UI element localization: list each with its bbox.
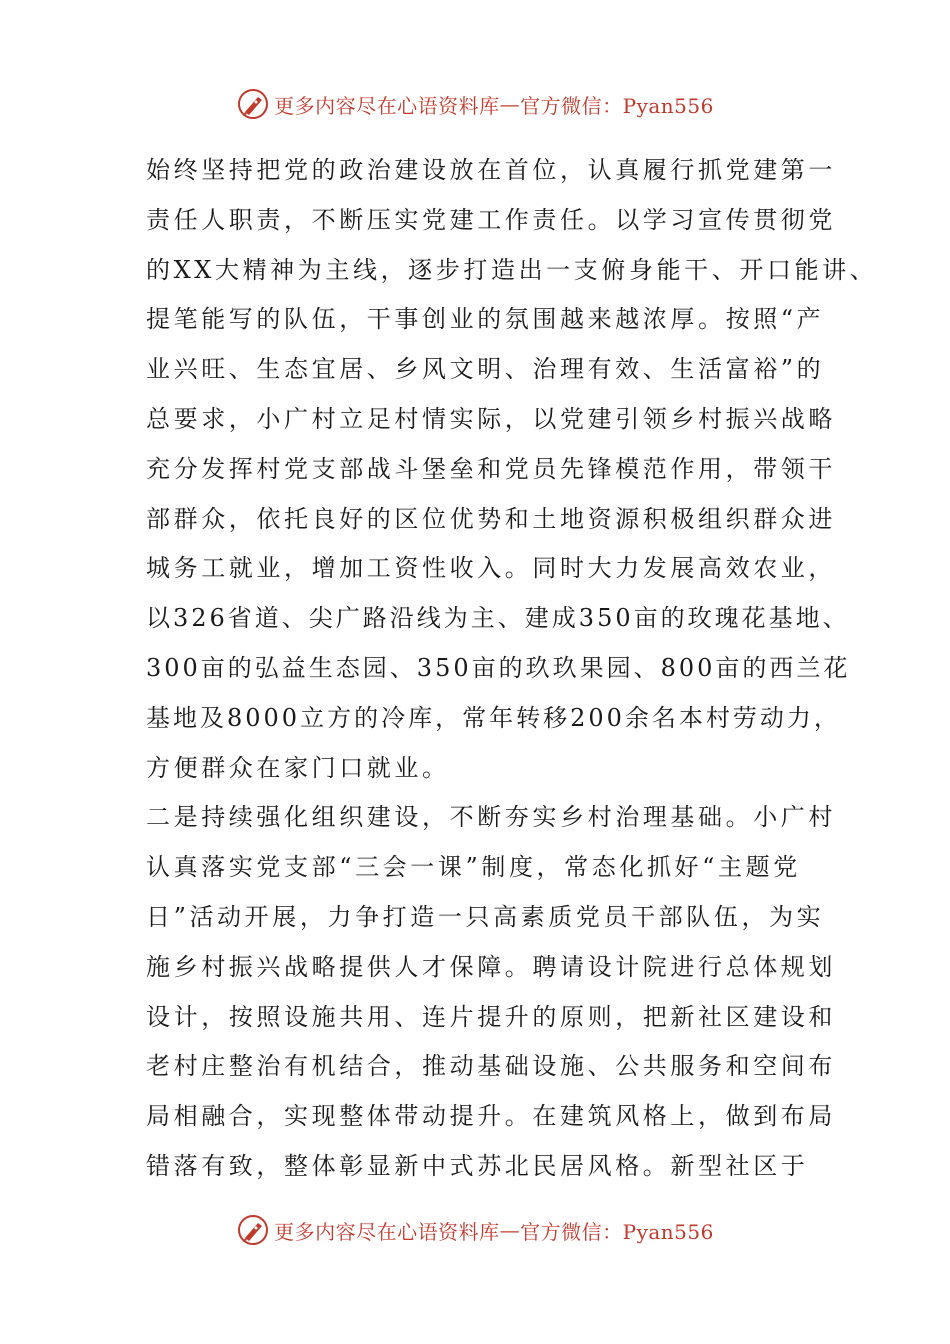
body-line: 300亩的弘益生态园、350亩的玖玖果园、800亩的西兰花 — [146, 653, 851, 682]
watermark-dash: — — [499, 1218, 521, 1242]
pen-nib-logo-icon — [236, 1213, 270, 1247]
body-line: 错落有致，整体彰显新中式苏北民居风格。新型社区于 — [146, 1151, 809, 1180]
body-line: 以326省道、尖广路沿线为主、建成350亩的玫瑰花基地、 — [146, 604, 850, 633]
watermark-site-text: 更多内容尽在心语资料库 — [274, 1219, 500, 1244]
body-line: 设计，按照设施共用、连片提升的原则，把新社区建设和 — [146, 1002, 836, 1031]
watermark-dash: — — [499, 92, 521, 116]
body-line: 局相融合，实现整体带动提升。在建筑风格上，做到布局 — [146, 1102, 836, 1131]
body-line: 日”活动开展，力争打造一只高素质党员干部队伍，为实 — [146, 902, 825, 931]
body-line: 的XX大精神为主线，逐步打造出一支俯身能干、开口能讲、 — [146, 255, 878, 284]
body-line: 业兴旺、生态宜居、乡风文明、治理有效、生活富裕”的 — [146, 355, 825, 384]
footer-watermark — [0, 1210, 950, 1250]
pen-nib-logo-icon — [236, 87, 270, 121]
body-line: 提笔能写的队伍，干事创业的氛围越来越浓厚。按照“产 — [146, 305, 825, 334]
watermark-wechat-text: 官方微信：Pyan556 — [520, 1219, 714, 1244]
body-line: 始终坚持把党的政治建设放在首位，认真履行抓党建第一 — [146, 156, 836, 184]
document-body — [146, 146, 878, 1192]
body-line: 责任人职责，不断压实党建工作责任。以学习宣传贯彻党 — [146, 205, 836, 234]
body-line: 二是持续强化组织建设，不断夯实乡村治理基础。小广村 — [146, 803, 836, 832]
watermark-site-text: 更多内容尽在心语资料库 — [274, 93, 500, 118]
body-line: 方便群众在家门口就业。 — [146, 753, 450, 782]
body-line: 老村庄整治有机结合，推动基础设施、公共服务和空间布 — [146, 1052, 836, 1081]
body-line: 城务工就业，增加工资性收入。同时大力发展高效农业， — [146, 554, 836, 583]
body-line: 基地及8000立方的冷库，常年转移200余名本村劳动力， — [146, 703, 841, 732]
body-line: 部群众，依托良好的区位优势和土地资源积极组织群众进 — [146, 504, 836, 533]
body-line: 充分发挥村党支部战斗堡垒和党员先锋模范作用，带领干 — [146, 454, 836, 483]
body-line: 认真落实党支部“三会一课”制度，常态化抓好“主题党 — [146, 853, 801, 882]
header-watermark — [0, 84, 950, 124]
body-line: 施乡村振兴战略提供人才保障。聘请设计院进行总体规划 — [146, 952, 836, 981]
watermark-wechat-text: 官方微信：Pyan556 — [520, 93, 714, 118]
body-line: 总要求，小广村立足村情实际，以党建引领乡村振兴战略 — [146, 404, 836, 433]
